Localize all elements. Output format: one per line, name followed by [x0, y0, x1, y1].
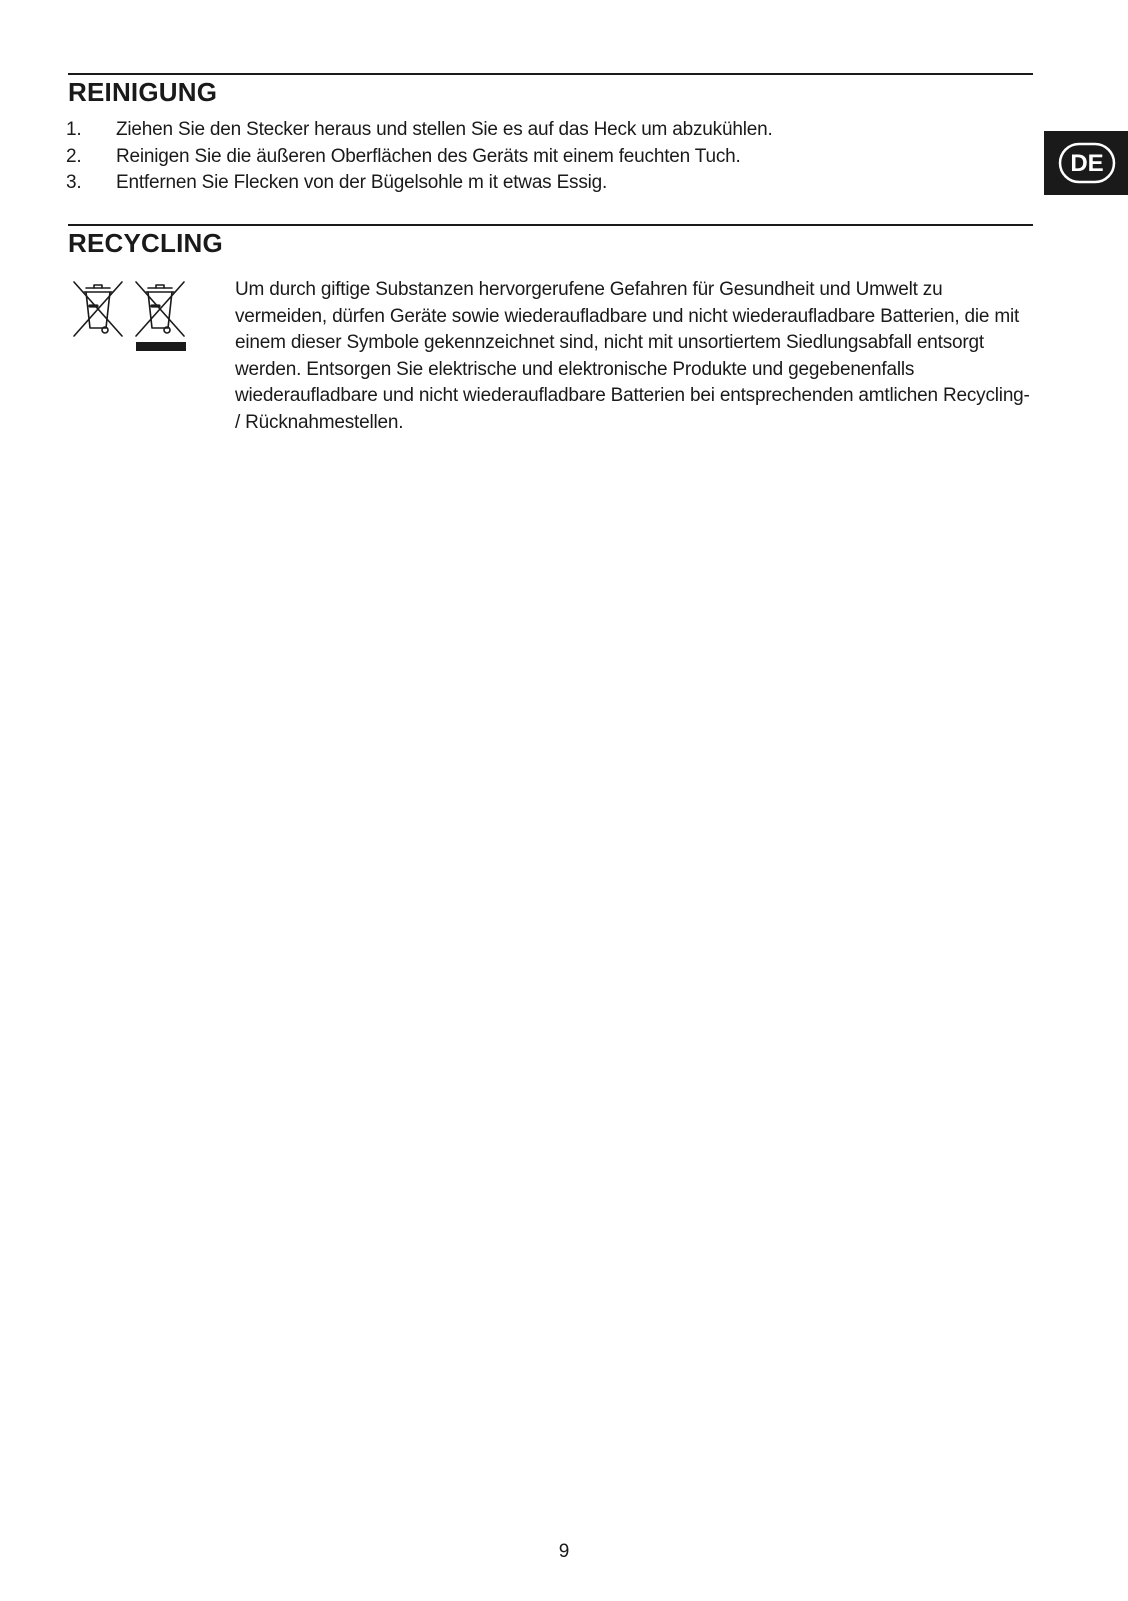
language-label: DE	[1070, 150, 1104, 177]
step-number: 2.	[66, 145, 82, 167]
page-number: 9	[558, 1541, 570, 1562]
step-text: Reinigen Sie die äußeren Oberflächen des Geräts mit einem feuchten Tuch.	[116, 145, 741, 167]
list-item	[66, 144, 773, 171]
crossed-out-wheelie-bin-icon	[74, 282, 122, 336]
cleaning-heading: REINIGUNG	[68, 77, 218, 107]
step-text: Ziehen Sie den Stecker heraus und stellen Sie es auf das Heck um abzukühlen.	[116, 119, 773, 140]
list-item	[66, 170, 773, 197]
section-divider	[68, 224, 1033, 226]
step-text: Entfernen Sie Flecken von der Bügelsohle m it etwas Essig.	[116, 172, 608, 193]
recycling-symbols	[70, 280, 190, 360]
list-item	[66, 117, 773, 144]
language-tab	[1044, 131, 1128, 195]
recycling-text: Um durch giftige Substanzen hervorgerufene Gefahren für Gesundheit und Umwelt zu vermeiden, dürfen Geräte sowie wiederaufladbare und nicht wiederaufladbare Batterien, die mit einem dieser Symbole gekennzeichnet sind, nicht mit unsortiertem Siedlungsabfall entsorgt werden. Entsorgen Sie elektrische und elektronische Produkte und gegebenenfalls wiederaufladbare und nicht wiederaufladbare Batterien bei entsprechenden amtlichen Recycling- / Rücknahmestellen.	[235, 279, 1030, 433]
cleaning-steps-list	[66, 117, 773, 197]
step-number: 1.	[66, 119, 82, 140]
step-number: 3.	[66, 172, 82, 193]
recycling-heading: RECYCLING	[68, 228, 223, 258]
language-badge-icon	[1058, 142, 1116, 184]
crossed-out-wheelie-bin-with-bar-icon	[136, 282, 186, 351]
top-divider	[68, 73, 1033, 75]
